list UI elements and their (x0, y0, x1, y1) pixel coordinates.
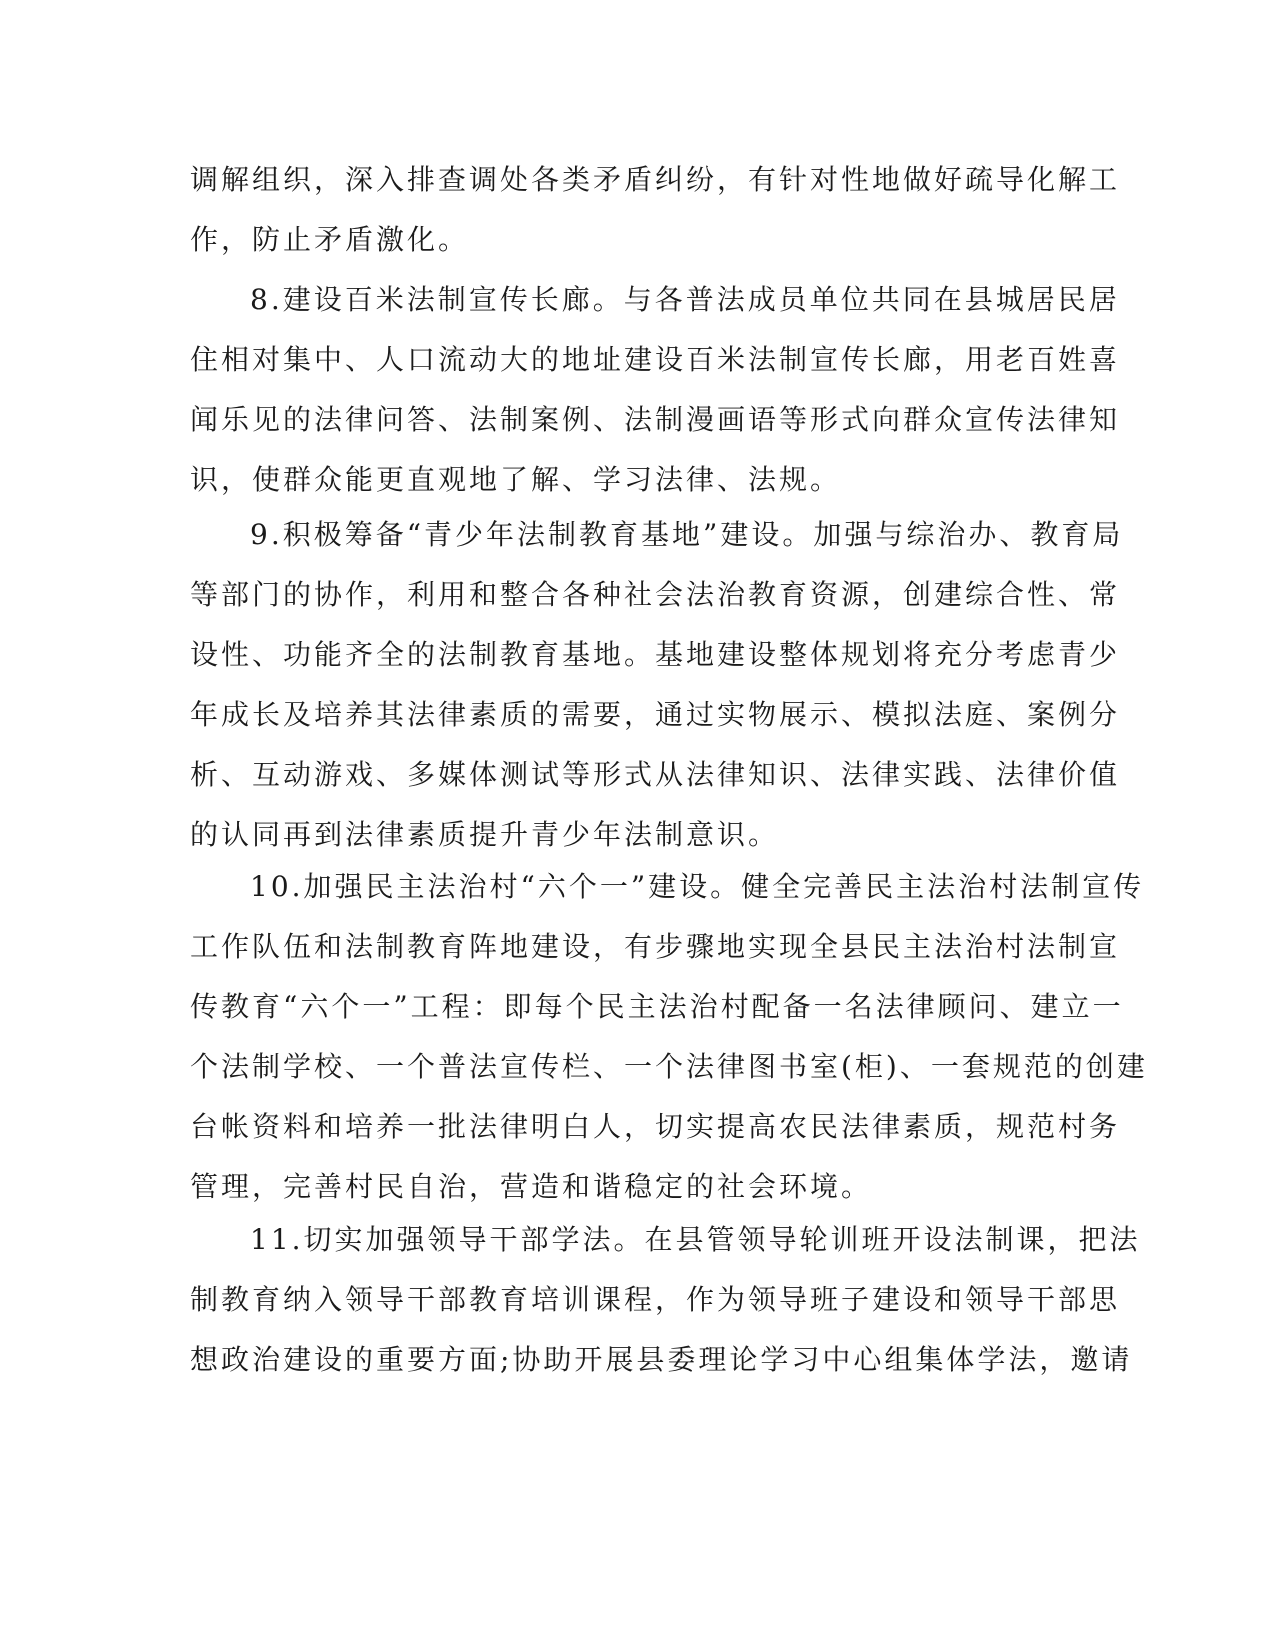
text-line: 调解组织，深入排查调处各类矛盾纠纷，有针对性地做好疏导化解工 (190, 163, 1121, 196)
text-line: 年成长及培养其法律素质的需要，通过实物展示、模拟法庭、案例分 (190, 698, 1121, 731)
text-line: 闻乐见的法律问答、法制案例、法制漫画语等形式向群众宣传法律知 (190, 403, 1121, 436)
text-line: 析、互动游戏、多媒体测试等形式从法律知识、法律实践、法律价值 (190, 758, 1121, 791)
text-line: 住相对集中、人口流动大的地址建设百米法制宣传长廊，用老百姓喜 (190, 343, 1121, 376)
paragraph-11 (190, 1210, 1141, 1390)
text-line: 想政治建设的重要方面;协助开展县委理论学习中心组集体学法，邀请 (190, 1343, 1133, 1376)
text-line: 台帐资料和培养一批法律明白人，切实提高农民法律素质，规范村务 (190, 1110, 1121, 1143)
text-line: 工作队伍和法制教育阵地建设，有步骤地实现全县民主法治村法制宣 (190, 930, 1121, 963)
paragraph-8 (190, 270, 1121, 510)
text-line: 管理，完善村民自治，营造和谐稳定的社会环境。 (190, 1170, 873, 1203)
paragraph-9 (190, 505, 1124, 865)
text-line: 的认同再到法律素质提升青少年法制意识。 (190, 818, 780, 851)
text-line: 11.切实加强领导干部学法。在县管领导轮训班开设法制课，把法 (250, 1223, 1141, 1256)
text-line: 8.建设百米法制宣传长廊。与各普法成员单位共同在县城居民居 (250, 283, 1120, 316)
paragraph-7-continuation (190, 150, 1121, 270)
paragraph-10 (190, 857, 1148, 1217)
text-line: 个法制学校、一个普法宣传栏、一个法律图书室(柜)、一套规范的创建 (190, 1050, 1148, 1083)
text-line: 制教育纳入领导干部教育培训课程，作为领导班子建设和领导干部思 (190, 1283, 1121, 1316)
text-line: 9.积极筹备“青少年法制教育基地”建设。加强与综治办、教育局 (250, 518, 1124, 551)
text-line: 传教育“六个一”工程：即每个民主法治村配备一名法律顾问、建立一 (190, 990, 1124, 1023)
text-line: 10.加强民主法治村“六个一”建设。健全完善民主法治村法制宣传 (250, 870, 1145, 903)
text-line: 等部门的协作，利用和整合各种社会法治教育资源，创建综合性、常 (190, 578, 1121, 611)
text-line: 设性、功能齐全的法制教育基地。基地建设整体规划将充分考虑青少 (190, 638, 1121, 671)
text-line: 作，防止矛盾激化。 (190, 223, 470, 256)
text-line: 识，使群众能更直观地了解、学习法律、法规。 (190, 463, 842, 496)
